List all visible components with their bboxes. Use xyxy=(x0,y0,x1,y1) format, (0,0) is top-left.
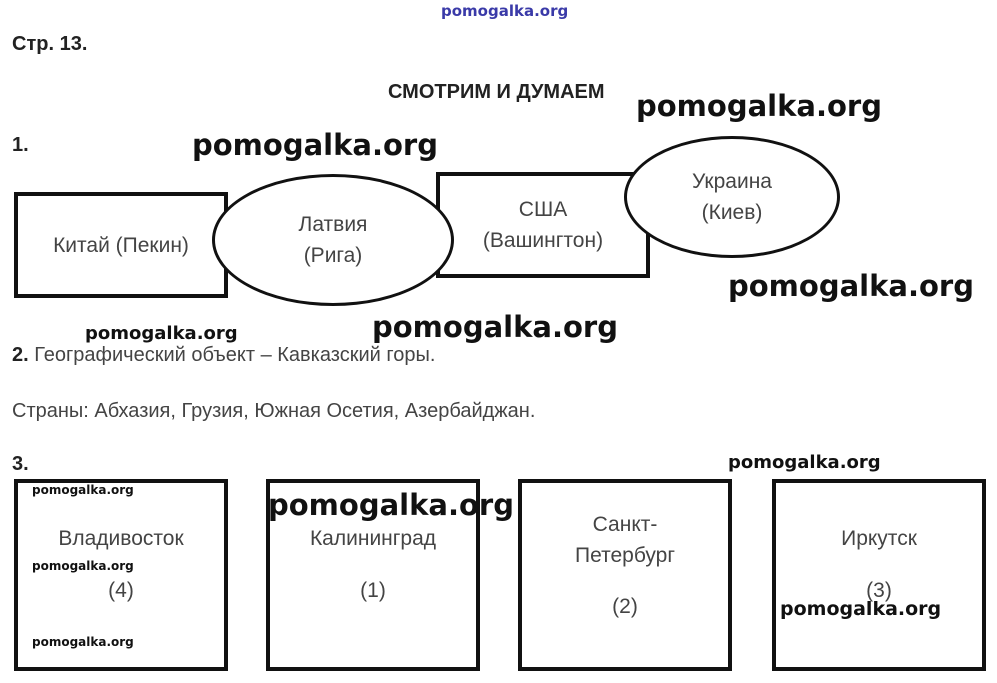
city-number: (3) xyxy=(866,579,892,602)
city-name-line2: Петербург xyxy=(575,544,675,567)
capital-label: (Вашингтон) xyxy=(482,229,604,252)
country-label: Латвия xyxy=(298,213,368,236)
country-label: США xyxy=(518,198,568,221)
watermark-overlay: pomogalka.org xyxy=(636,89,882,123)
country-box-china xyxy=(14,192,228,298)
country-label: Китай (Пекин) xyxy=(53,233,189,257)
watermark-overlay: pomogalka.org xyxy=(728,452,881,473)
city-card-saint-petersburg xyxy=(518,479,732,671)
page-label: Стр. 13. xyxy=(12,33,88,55)
task2-number: 2. xyxy=(12,344,29,366)
city-name: Калининград xyxy=(309,527,437,550)
city-card-irkutsk xyxy=(772,479,986,671)
watermark-overlay: pomogalka.org xyxy=(728,269,974,303)
country-box-usa xyxy=(436,172,650,278)
country-oval-ukraine xyxy=(624,136,840,258)
city-number: (2) xyxy=(612,595,638,618)
city-name: Владивосток xyxy=(58,527,184,550)
watermark-overlay: pomogalka.org xyxy=(32,483,134,497)
watermark-overlay: pomogalka.org xyxy=(372,310,618,344)
city-number: (1) xyxy=(360,579,386,602)
capital-label: (Киев) xyxy=(701,201,763,224)
capital-label: (Рига) xyxy=(303,244,363,267)
watermark-top: pomogalka.org xyxy=(441,2,569,20)
task2-countries-text: Страны: Абхазия, Грузия, Южная Осетия, Азербайджан. xyxy=(12,400,536,422)
section-heading: СМОТРИМ И ДУМАЕМ xyxy=(388,81,605,103)
city-name-line1: Санкт- xyxy=(592,513,658,536)
watermark-overlay: pomogalka.org xyxy=(32,635,134,649)
task2-line xyxy=(12,344,435,367)
watermark-overlay: pomogalka.org xyxy=(268,488,514,522)
watermark-overlay: pomogalka.org xyxy=(192,128,438,162)
country-label: Украина xyxy=(692,170,772,193)
task1-number: 1. xyxy=(12,134,29,156)
city-number: (4) xyxy=(108,579,134,602)
watermark-overlay: pomogalka.org xyxy=(32,559,134,573)
watermark-overlay: pomogalka.org xyxy=(85,323,238,344)
watermark-overlay: pomogalka.org xyxy=(780,598,942,620)
task2-object-text: Географический объект – Кавказский горы. xyxy=(34,344,436,366)
country-oval-latvia xyxy=(212,174,454,306)
city-name: Иркутск xyxy=(841,527,917,550)
task3-number: 3. xyxy=(12,453,29,475)
